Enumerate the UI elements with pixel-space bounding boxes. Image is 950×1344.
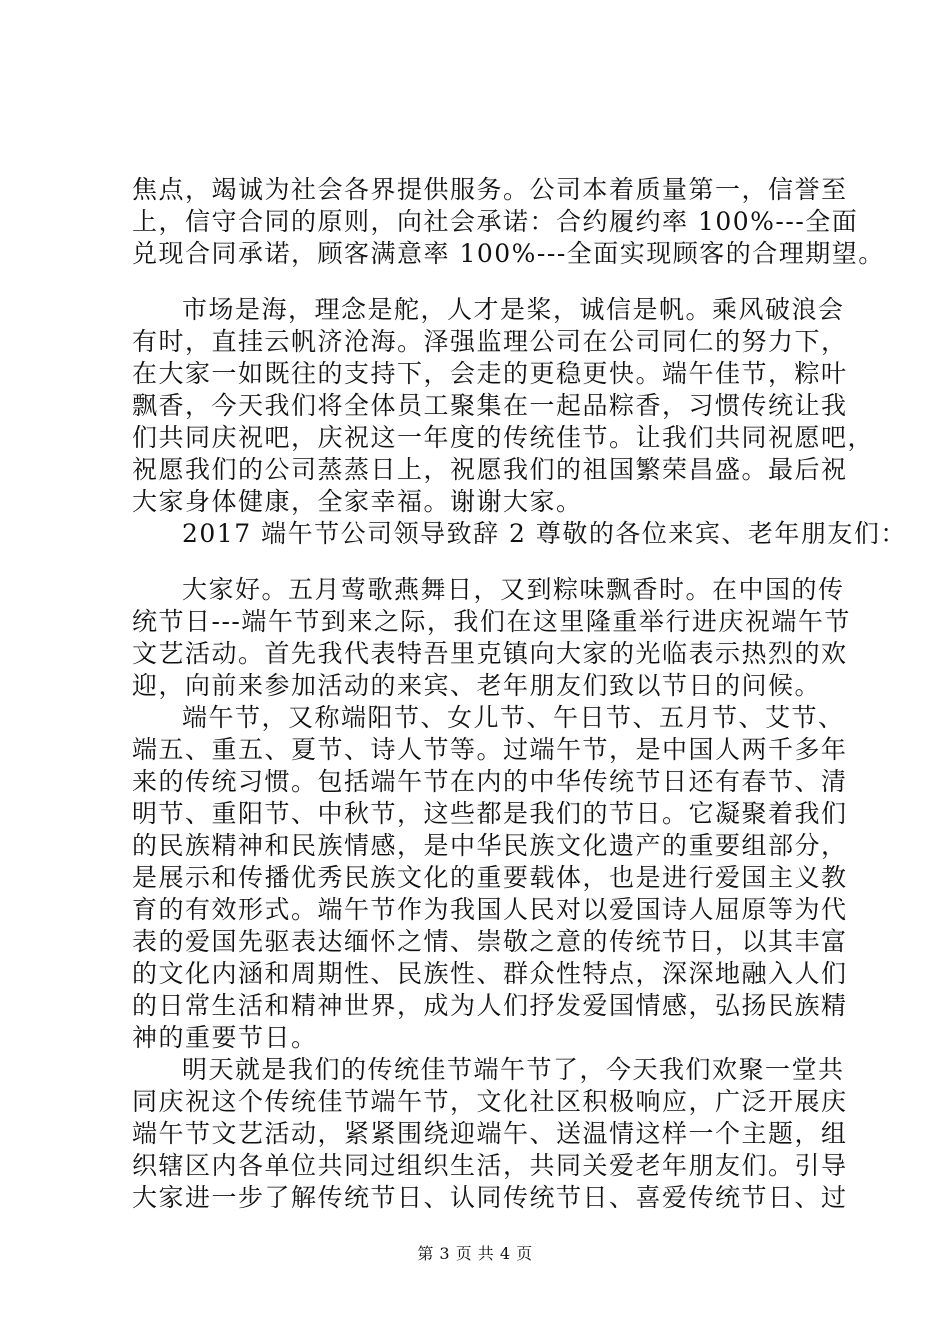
text-line: 们共同庆祝吧，庆祝这一年度的传统佳节。让我们共同祝愿吧， [132,423,875,452]
text-line: 焦点，竭诚为社会各界提供服务。公司本着质量第一，信誉至 [132,175,848,204]
text-line: 市场是海，理念是舵，人才是桨，诚信是帆。乘风破浪会 [182,295,845,324]
text-line: 有时，直挂云帆济沧海。泽强监理公司在公司同仁的努力下， [132,327,848,356]
text-line: 织辖区内各单位共同过组织生活，共同关爱老年朋友们。引导 [132,1151,848,1180]
text-line: 迎，向前来参加活动的来宾、老年朋友们致以节日的问候。 [132,671,822,700]
page-number: 第 3 页 共 4 页 [417,1244,533,1263]
page-footer [0,1244,950,1264]
text-line: 表的爱国先驱表达缅怀之情、崇敬之意的传统节日，以其丰富 [132,927,848,956]
paragraph [132,1054,852,1214]
text-line: 大家好。五月莺歌燕舞日，又到粽味飘香时。在中国的传 [182,575,845,604]
text-line: 上，信守合同的原则，向社会承诺：合约履约率 100%---全面 [132,207,859,236]
paragraph [132,294,875,518]
text-line: 端午节文艺活动，紧紧围绕迎端午、送温情这样一个主题，组 [132,1119,848,1148]
text-line: 文艺活动。首先我代表特吾里克镇向大家的光临表示热烈的欢 [132,639,848,668]
text-line: 明天就是我们的传统佳节端午节了，今天我们欢聚一堂共 [182,1055,845,1084]
text-line: 明节、重阳节、中秋节，这些都是我们的节日。它凝聚着我们 [132,799,848,828]
paragraph [132,574,852,702]
paragraph-gap [132,550,852,574]
text-line: 同庆祝这个传统佳节端午节，文化社区积极响应，广泛开展庆 [132,1087,848,1116]
text-line: 在大家一如既往的支持下，会走的更稳更快。端午佳节，粽叶 [132,359,848,388]
text-line: 飘香，今天我们将全体员工聚集在一起品粽香，习惯传统让我 [132,391,848,420]
paragraph [132,702,852,1054]
text-line: 端午节，又称端阳节、女儿节、午日节、五月节、艾节、 [182,703,845,732]
paragraph-gap [132,270,852,294]
text-line: 大家进一步了解传统节日、认同传统节日、喜爱传统节日、过 [132,1183,848,1212]
document-body [132,174,907,1214]
text-line: 来的传统习惯。包括端午节在内的中华传统节日还有春节、清 [132,767,848,796]
text-line: 统节日---端午节到来之际，我们在这里隆重举行进庆祝端午节 [132,607,851,636]
text-line: 端五、重五、夏节、诗人节等。过端午节，是中国人两千多年 [132,735,848,764]
text-line: 的文化内涵和周期性、民族性、群众性特点，深深地融入人们 [132,959,848,988]
text-line: 大家身体健康，全家幸福。谢谢大家。 [132,487,583,516]
text-line: 兑现合同承诺，顾客满意率 100%---全面实现顾客的合理期望。 [132,239,885,268]
text-line: 是展示和传播优秀民族文化的重要载体，也是进行爱国主义教 [132,863,848,892]
text-line: 的日常生活和精神世界，成为人们抒发爱国情感，弘扬民族精 [132,991,848,1020]
text-line: 育的有效形式。端午节作为我国人民对以爱国诗人屈原等为代 [132,895,848,924]
text-line: 祝愿我们的公司蒸蒸日上，祝愿我们的祖国繁荣昌盛。最后祝 [132,455,848,484]
paragraph-continuation [132,174,885,270]
text-line: 的民族精神和民族情感，是中华民族文化遗产的重要组部分， [132,831,848,860]
text-line: 2017 端午节公司领导致辞 2 尊敬的各位来宾、老年朋友们： [182,519,907,548]
section-heading [132,518,907,550]
text-line: 神的重要节日。 [132,1023,318,1052]
